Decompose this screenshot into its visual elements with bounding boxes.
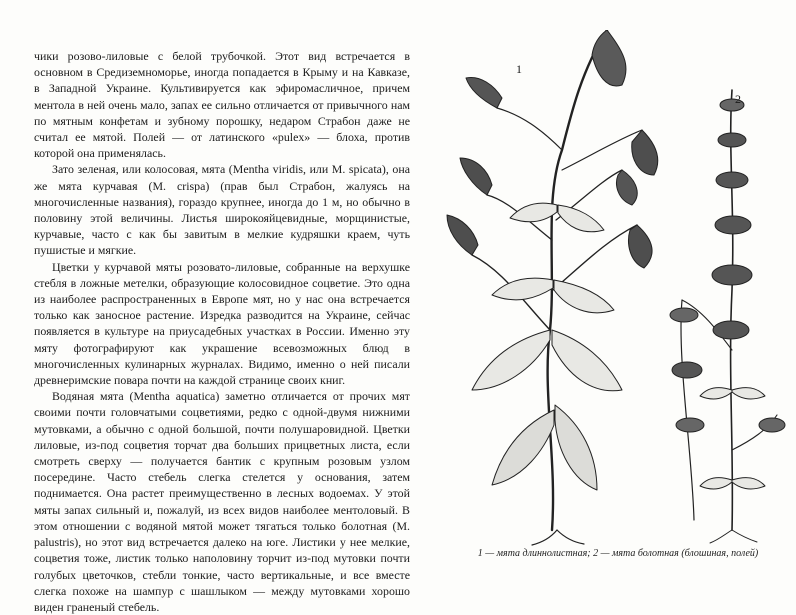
mint-pennyroyal-drawing: [670, 90, 785, 543]
figure-label-2: 2: [735, 92, 741, 106]
paragraph: Водяная мята (Mentha aquatica) заметно отличается от прочих мят своими почти головчатыми соцветиями, редко с одной-двумя нижними мутовками, а обычно с одной большой, почти полушаровидной. Цветки лиловые, из-под соцветия торчат два больших прицветных листа, если смотреть сверху — получается бантик с крупным розовым узлом посередине. Часто стебель слегка стелется у основания, затем поднимается. Она растет преимущественно в лесных водоемах. У этой мяты запах сильный и, пожалуй, из всех видов наиболее ментоловый. В этом отношении с водяной мятой может тягаться только болотная (M. palustris), но этот вид встречается далеко на юге. Листики у нее мелкие, соцветия тоже, листик только наполовину торчит из-под мутовки почти голубых цветочков, стебли тонкие, часто вертикальные, и все вместе слегка похоже на шампур с шашлыком — между мутовками хорошо виден граненый стебель.: [34, 389, 410, 614]
paragraph: Цветки у курчавой мяты розовато-лиловые, собранные на верхушке стебля в ложные метелки, образующие колосовидное соцветие. Это одна из наиболее распространенных в Европе мят, но у нас она встречается только как заносное растение. Изредка разводится на Украине, сейчас появляется в культуре на приусадебных участках в России. Именно эту мяту фотографируют как украшение всевозможных блюд в многочисленных кулинарных журналах. Видимо, именно о ней писали древнеримские повара почти на каждой странице своих книг.: [34, 259, 410, 388]
paragraph: чики розово-лиловые с белой трубочкой. Этот вид встречается в основном в Средиземноморье, иногда попадается в Крыму и на Кавказе, в Западной Украине. Культивируется как эфиромасличное, причем ментола в ней очень мало, запах ее сильно отличается от привычного нам по мятным конфетам и зубному порошку, недаром Страбон даже не считал ее мятой. Полей — от латинского «pulex» — блоха, против которой она применялась.: [34, 49, 410, 161]
figure-label-1: 1: [516, 62, 522, 76]
botanical-illustration: [432, 30, 790, 550]
body-text-column: [34, 48, 410, 615]
mint-longleaf-drawing: [447, 30, 658, 545]
figure-caption: 1 — мята длиннолистная; 2 — мята болотная (блошиная, полей): [477, 548, 759, 559]
paragraph: Зато зеленая, или колосовая, мята (Mentha viridis, или M. spicata), она же мята курчавая (M. crispa) (прав был Страбон, жалуясь на многочисленные названия), гораздо крупнее, иногда до 1 м, но обычно в половину этой величины. Листья широкояйцевидные, морщинистые, курчавые, часто с как бы завитым в мелкие кудряшки краем, чуть пушистые и мягкие.: [34, 162, 410, 258]
